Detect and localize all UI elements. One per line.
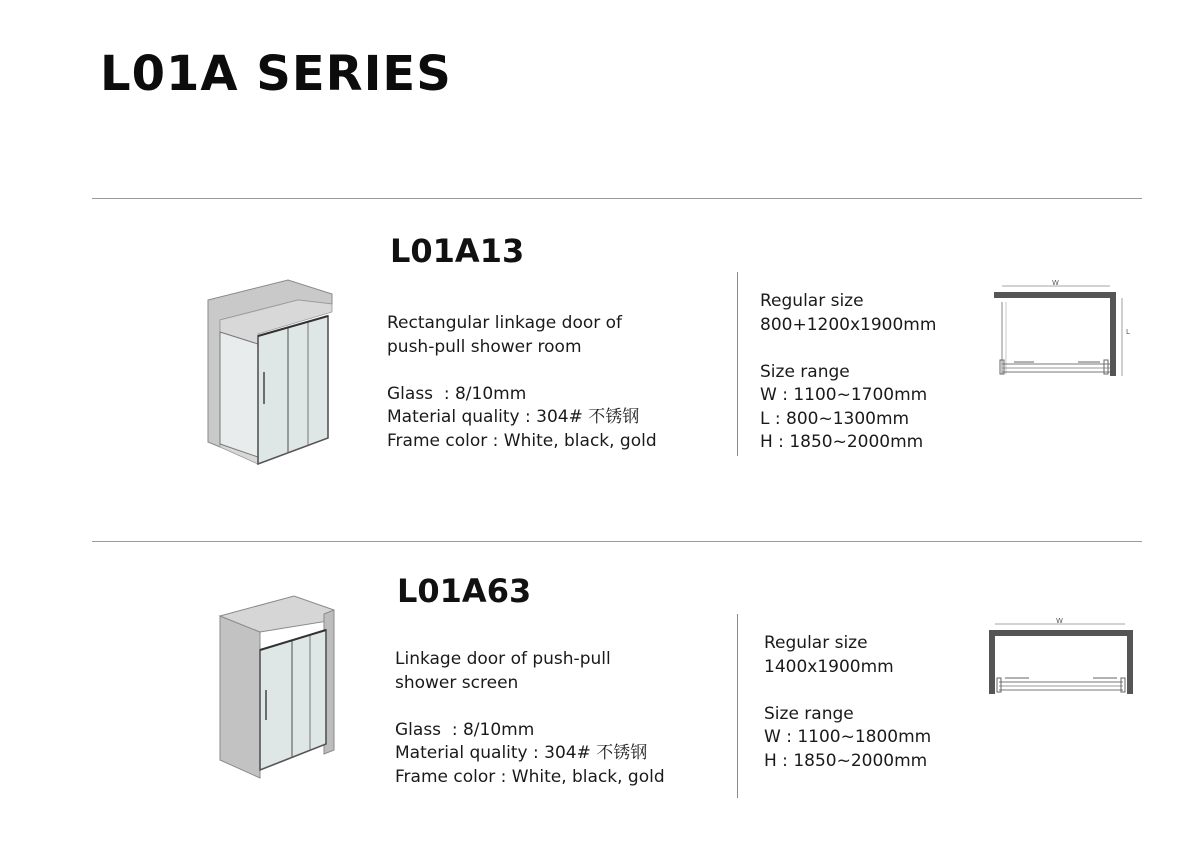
page-title: L01A SERIES [100, 46, 452, 102]
description-line: push-pull shower room [387, 336, 582, 357]
product-description [387, 312, 657, 453]
size-range-w: W : 1100~1800mm [764, 727, 932, 747]
frame-color-spec: Frame color : White, black, gold [387, 430, 657, 451]
description-line: Rectangular linkage door of [387, 313, 623, 333]
size-info [764, 632, 931, 773]
column-divider [737, 272, 738, 456]
material-spec: Material quality : 304# 不锈钢 [395, 743, 648, 763]
description-line: shower screen [395, 672, 519, 693]
description-line: Linkage door of push-pull [395, 649, 611, 669]
floor-plan-l01a13 [990, 276, 1140, 386]
column-divider [737, 614, 738, 798]
regular-size-label: Regular size [764, 633, 868, 653]
model-number: L01A63 [397, 572, 532, 610]
divider-top [92, 198, 1142, 199]
material-spec: Material quality : 304# 不锈钢 [387, 407, 640, 427]
glass-spec: Glass : 8/10mm [395, 719, 535, 740]
size-range-label: Size range [760, 361, 850, 382]
size-range-label: Size range [764, 703, 854, 724]
regular-size-value: 1400x1900mm [764, 656, 894, 677]
size-info [760, 290, 936, 455]
model-number: L01A13 [390, 232, 525, 270]
glass-spec: Glass : 8/10mm [387, 383, 527, 404]
size-range-l: L : 800~1300mm [760, 408, 910, 429]
plan-dim-w: W [1056, 617, 1063, 625]
frame-color-spec: Frame color : White, black, gold [395, 766, 665, 787]
product-image-l01a63 [212, 590, 342, 780]
plan-dim-l: L [1126, 328, 1130, 336]
product-image-l01a13 [200, 272, 340, 467]
size-range-w: W : 1100~1700mm [760, 385, 928, 405]
product-description [395, 648, 665, 789]
regular-size-label: Regular size [760, 291, 864, 311]
regular-size-value: 800+1200x1900mm [760, 314, 937, 335]
size-range-h: H : 1850~2000mm [760, 432, 924, 452]
plan-dim-w: W [1052, 279, 1059, 287]
divider-middle [92, 541, 1142, 542]
size-range-h: H : 1850~2000mm [764, 750, 928, 771]
floor-plan-l01a63 [985, 614, 1140, 704]
